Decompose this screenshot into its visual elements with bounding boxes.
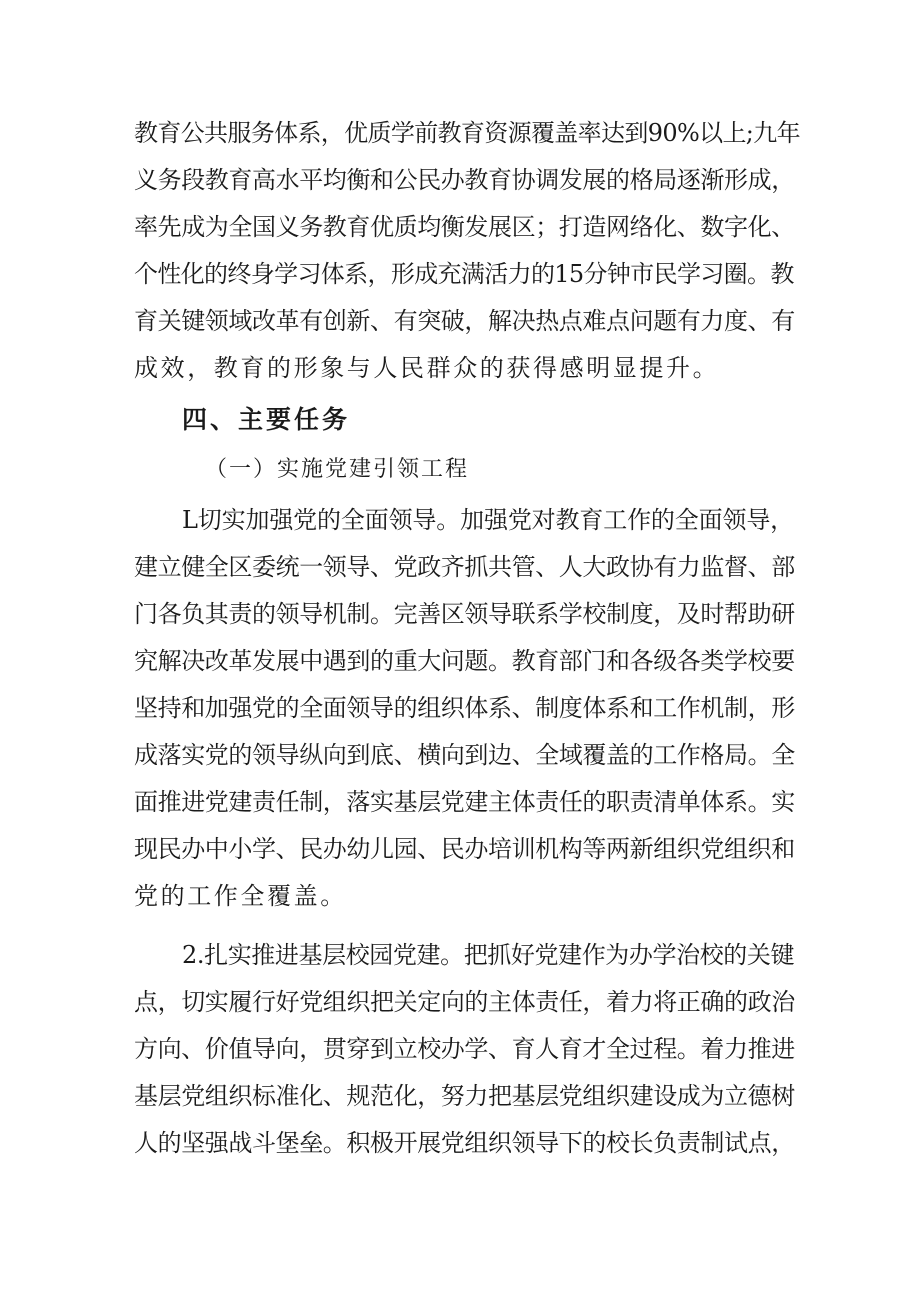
text-line: 面推进党建责任制，落实基层党建主体责任的职责清单体系。实 bbox=[134, 788, 795, 816]
text-line: 党的工作全覆盖。 bbox=[134, 882, 347, 910]
text-line: 率先成为全国义务教育优质均衡发展区；打造网络化、数字化、 bbox=[134, 213, 795, 241]
text-line: L切实加强党的全面领导。加强党对教育工作的全面领导， bbox=[182, 506, 795, 534]
text-line: 成效，教育的形象与人民群众的获得感明显提升。 bbox=[134, 354, 720, 382]
text-line: 成落实党的领导纵向到底、横向到边、全域覆盖的工作格局。全 bbox=[134, 741, 795, 769]
text-line: 点，切实履行好党组织把关定向的主体责任，着力将正确的政治 bbox=[134, 988, 795, 1016]
text-line: 现民办中小学、民办幼儿园、民办培训机构等两新组织党组织和 bbox=[134, 835, 795, 863]
text-line: 个性化的终身学习体系，形成充满活力的15分钟市民学习圈。教 bbox=[134, 260, 794, 288]
text-line: 门各负其责的领导机制。完善区领导联系学校制度，及时帮助研 bbox=[134, 600, 795, 628]
text-line: 建立健全区委统一领导、党政齐抓共管、人大政协有力监督、部 bbox=[134, 553, 795, 581]
text-line: 坚持和加强党的全面领导的组织体系、制度体系和工作机制，形 bbox=[134, 694, 795, 722]
text-line: 2.扎实推进基层校园党建。把抓好党建作为办学治校的关键 bbox=[182, 941, 795, 969]
subsection-heading: （一）实施党建引领工程 bbox=[205, 457, 470, 482]
text-line: 究解决改革发展中遇到的重大问题。教育部门和各级各类学校要 bbox=[134, 647, 795, 675]
text-line: 育关键领域改革有创新、有突破，解决热点难点问题有力度、有 bbox=[134, 307, 795, 335]
text-line: 义务段教育高水平均衡和公民办教育协调发展的格局逐渐形成， bbox=[134, 166, 795, 194]
text-line: 方向、价值导向，贯穿到立校办学、育人育才全过程。着力推进 bbox=[134, 1035, 795, 1063]
text-line: 人的坚强战斗堡垒。积极开展党组织领导下的校长负责制试点， bbox=[134, 1129, 795, 1157]
section-heading: 四、主要任务 bbox=[182, 405, 351, 434]
text-line: 基层党组织标准化、规范化，努力把基层党组织建设成为立德树 bbox=[134, 1082, 795, 1110]
text-line: 教育公共服务体系，优质学前教育资源覆盖率达到90%以上;九年 bbox=[134, 119, 800, 147]
